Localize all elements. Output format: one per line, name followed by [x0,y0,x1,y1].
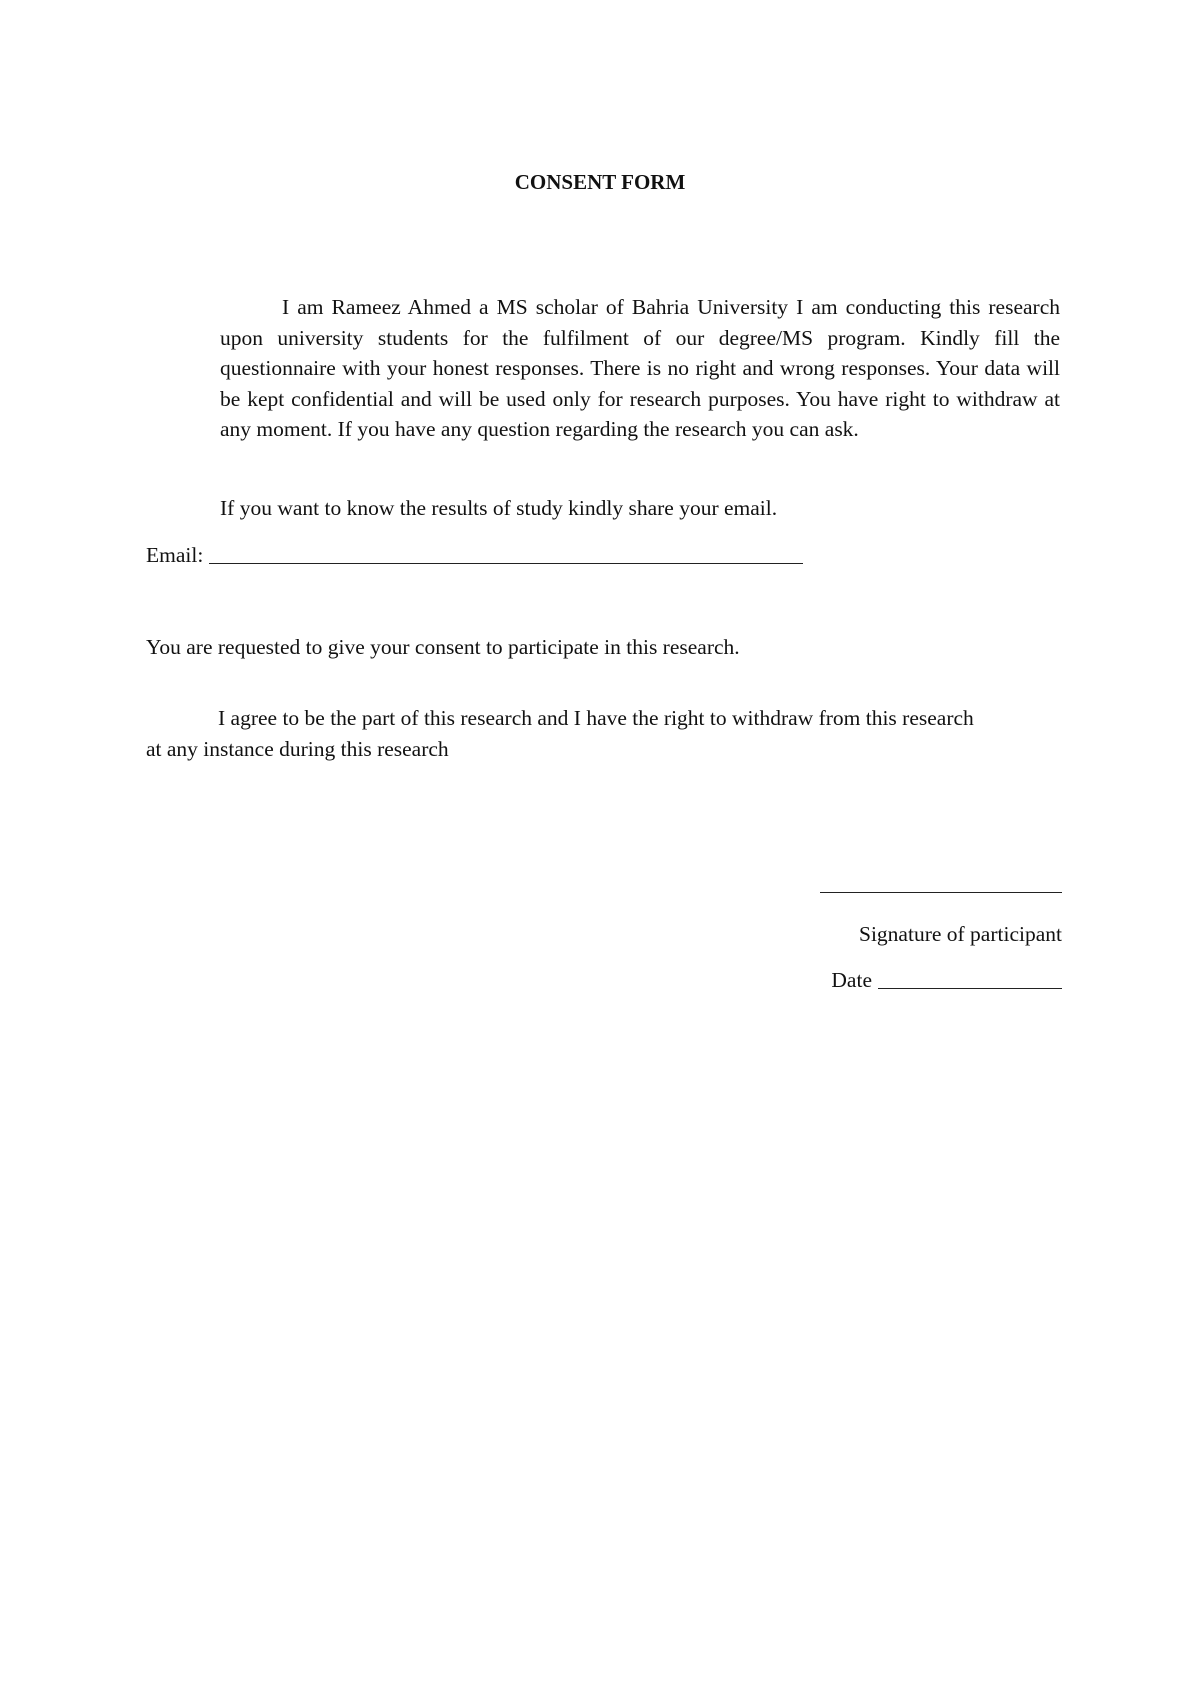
email-label: Email: [146,543,204,567]
date-label: Date [831,968,872,992]
agreement-paragraph: I agree to be the part of this research and I have the right to withdraw from this research at any instance during this research [146,706,974,761]
signature-blank-line[interactable] [820,892,1062,893]
date-field-row [828,965,1062,995]
consent-request-paragraph: You are requested to give your consent to participate in this research. [146,635,740,659]
page-title: CONSENT FORM [514,170,686,194]
intro-paragraph: I am Rameez Ahmed a MS scholar of Bahria University I am conducting this research upon university students for the fulfilment of our degree/MS program. Kindly fill the questionnaire with your honest responses. There is no right and wrong responses. Your data will be kept confidential and will be used only for research purposes. You have right to withdraw at any moment. If you have any question regarding the research you can ask. [220,295,1060,441]
signature-label: Signature of participant [859,922,1062,946]
email-blank-line[interactable] [209,562,803,564]
email-field-row [146,540,846,570]
date-blank-line[interactable] [878,987,1062,989]
email-intro-paragraph: If you want to know the results of study kindly share your email. [220,496,778,520]
